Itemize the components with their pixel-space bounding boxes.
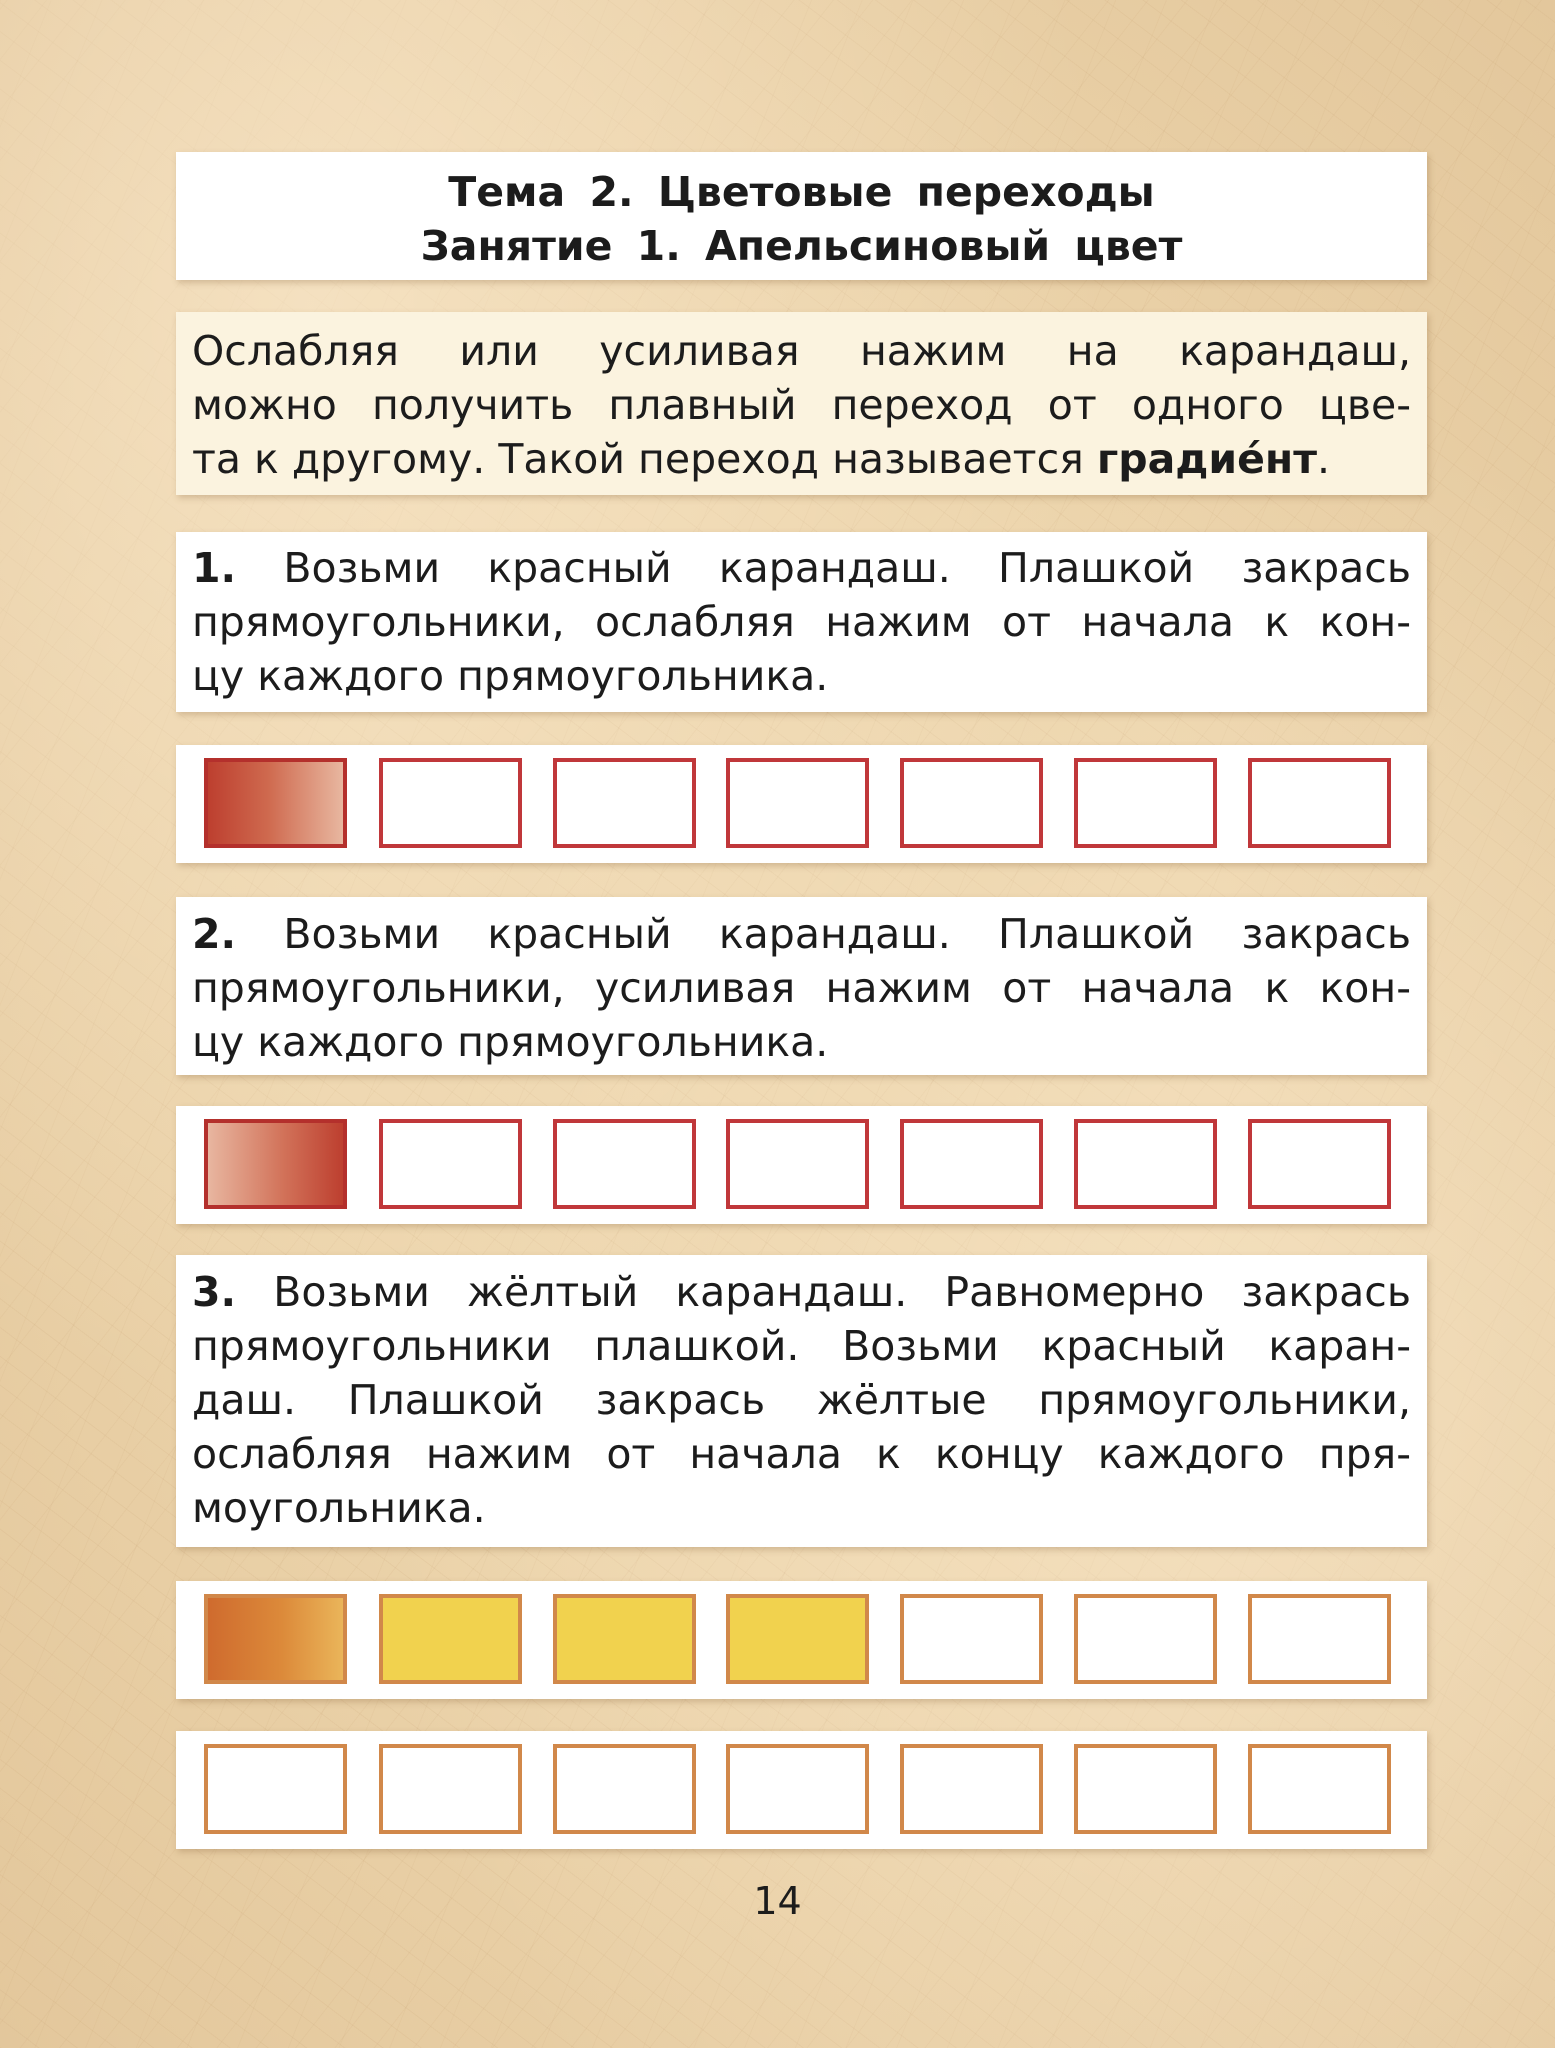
task-2-number: 2. [192, 910, 237, 958]
intro-line-1: Ослабляя или усиливая нажим на карандаш, [192, 327, 1411, 375]
task-3-text [192, 1265, 1411, 1535]
example-rectangle-yellow [553, 1594, 696, 1684]
rectangle-to-color[interactable] [1248, 1594, 1391, 1684]
topic-title: Тема 2. Цветовые переходы [448, 168, 1155, 216]
task-3-number: 3. [192, 1268, 237, 1316]
rectangle-to-color[interactable] [379, 1119, 522, 1209]
intro-line-2: можно получить плавный переход от одного цве- [192, 381, 1411, 429]
task-3-line-2: прямоугольники плашкой. Возьми красный каран- [192, 1322, 1411, 1370]
rectangle-to-color[interactable] [1248, 1119, 1391, 1209]
intro-line-3 [192, 432, 1411, 486]
rectangle-to-color[interactable] [726, 1744, 869, 1834]
rectangle-to-color[interactable] [900, 1744, 1043, 1834]
rectangle-to-color[interactable] [379, 1744, 522, 1834]
rectangle-to-color[interactable] [1074, 758, 1217, 848]
rectangle-to-color[interactable] [553, 1744, 696, 1834]
task-3-line-3: даш. Плашкой закрась жёлтые прямоугольники, [192, 1376, 1411, 1424]
task-1-text [192, 541, 1411, 703]
rectangle-to-color[interactable] [1248, 1744, 1391, 1834]
task-1-rectangles [176, 745, 1427, 863]
page-number: 14 [753, 1879, 802, 1923]
task-3-line-5: моугольника. [192, 1484, 486, 1532]
rectangle-to-color[interactable] [726, 1119, 869, 1209]
task-1-line-1-text: Возьми красный карандаш. Плашкой закрась [283, 544, 1411, 592]
task-3-rectangles-row-1 [176, 1581, 1427, 1699]
rectangle-to-color[interactable] [1074, 1119, 1217, 1209]
intro-line-3-prefix: та к другому. Такой переход называется [192, 435, 1097, 483]
rectangle-to-color[interactable] [900, 758, 1043, 848]
gradient-term: градие́нт [1096, 435, 1317, 483]
intro-text [192, 324, 1411, 486]
rectangle-to-color[interactable] [900, 1594, 1043, 1684]
rectangle-to-color[interactable] [379, 758, 522, 848]
task-1-number: 1. [192, 544, 237, 592]
example-rectangle-yellow [379, 1594, 522, 1684]
rectangle-to-color[interactable] [553, 1119, 696, 1209]
rectangle-to-color[interactable] [204, 1744, 347, 1834]
task-2-rectangles [176, 1106, 1427, 1224]
task-3-line-1-text: Возьми жёлтый карандаш. Равномерно закрась [273, 1268, 1411, 1316]
intro-line-3-suffix: . [1317, 435, 1331, 483]
example-rectangle-orange-gradient [204, 1594, 347, 1684]
rectangle-to-color[interactable] [553, 758, 696, 848]
task-2-line-3: цу каждого прямоугольника. [192, 1018, 829, 1066]
rectangle-to-color[interactable] [1248, 758, 1391, 848]
task-1-line-2: прямоугольники, ослабляя нажим от начала к кон- [192, 598, 1411, 646]
lesson-title-card [176, 152, 1427, 280]
example-rectangle-yellow [726, 1594, 869, 1684]
task-2-line-1 [192, 907, 1411, 961]
task-3-rectangles-row-2 [176, 1731, 1427, 1849]
task-3-line-4: ослабляя нажим от начала к концу каждого пря- [192, 1430, 1411, 1478]
task-2-line-2: прямоугольники, усиливая нажим от начала к кон- [192, 964, 1411, 1012]
task-2-text [192, 907, 1411, 1069]
example-rectangle-building-red [204, 1119, 347, 1209]
rectangle-to-color[interactable] [900, 1119, 1043, 1209]
rectangle-to-color[interactable] [1074, 1744, 1217, 1834]
task-1-line-3: цу каждого прямоугольника. [192, 652, 829, 700]
task-2-line-1-text: Возьми красный карандаш. Плашкой закрась [283, 910, 1411, 958]
example-rectangle-fading-red [204, 758, 347, 848]
lesson-title: Занятие 1. Апельсиновый цвет [420, 222, 1183, 270]
task-1-line-1 [192, 541, 1411, 595]
rectangle-to-color[interactable] [1074, 1594, 1217, 1684]
task-3-line-1 [192, 1265, 1411, 1319]
rectangle-to-color[interactable] [726, 758, 869, 848]
